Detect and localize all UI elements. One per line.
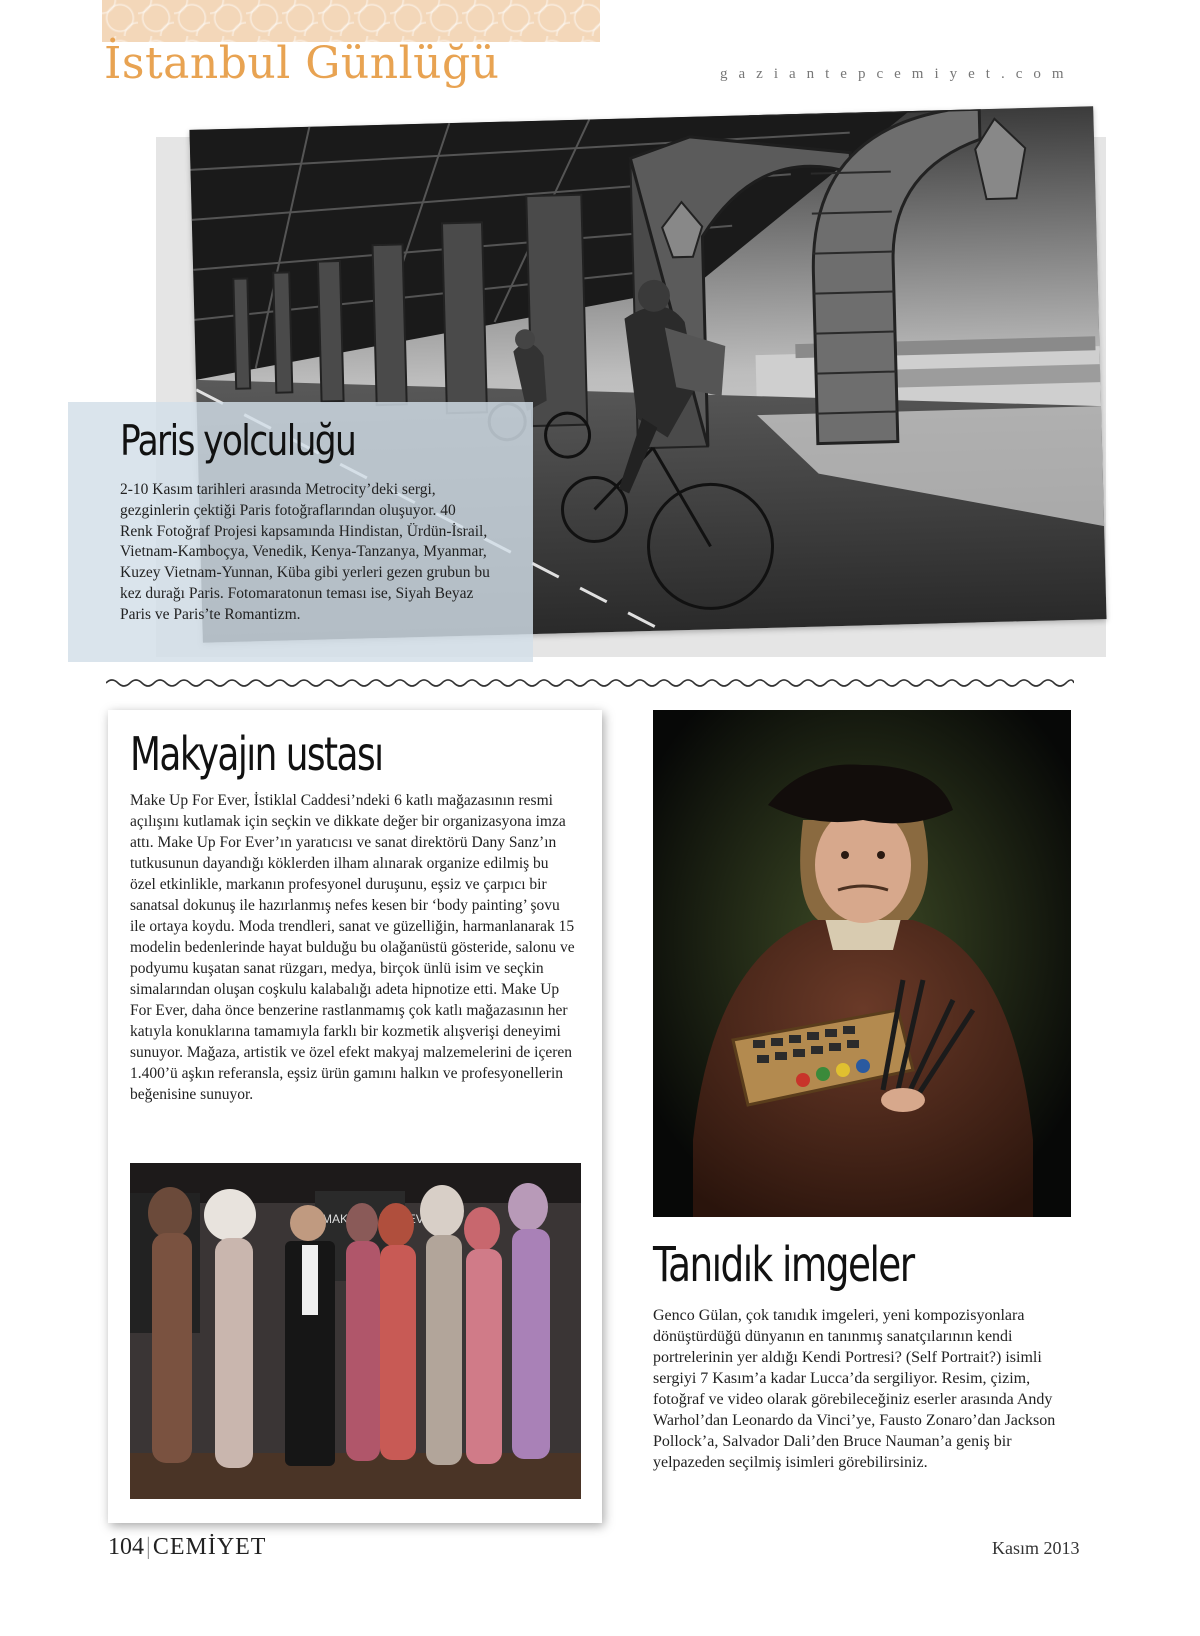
wavy-divider bbox=[106, 676, 1074, 690]
magazine-name: CEMİYET bbox=[152, 1534, 267, 1560]
self-portrait-artwork bbox=[653, 710, 1071, 1217]
paris-heading: Paris yolculuğu bbox=[120, 416, 356, 465]
paris-body-text: 2-10 Kasım tarihleri arasında Metrocity’deki sergi, gezginlerin çektiği Paris fotoğraflarından oluşuyor. 40 Renk Fotoğraf Projesi kapsamında Hindistan, Ürdün-İsrail, Vietnam-Kamboçya, Venedik, Kenya-Tanzanya, Myanmar, Kuzey Vietnam-Yunnan, Küba gibi yerleri gezen grubun bu kez durağı Paris. Fotomaratonun teması ise, Siyah Beyaz Paris ve Paris’te Romantizm. bbox=[120, 481, 490, 623]
header-ornament-pattern bbox=[102, 0, 600, 42]
body-painting-photo bbox=[130, 1163, 581, 1499]
site-url: gaziantepcemiyet.com bbox=[720, 66, 1075, 82]
tanidik-heading: Tanıdık imgeler bbox=[653, 1237, 914, 1293]
backdrop-banner-text: MAKE bbox=[322, 1212, 357, 1226]
tanidik-body-text: Genco Gülan, çok tanıdık imgeleri, yeni kompozisyonlara dönüştürdüğü dünyanın en tanınmış sanatçılarının kendi portrelerinin yer aldığı Kendi Portresi? (Self Portrait?) isimli sergiyi 7 Kasım’a kadar Lucca’da sergiliyor. Resim, çizim, fotoğraf ve video olarak görebileceğiniz eserler arasında Andy Warhol’dan Leonardo da Vinci’ye, Fausto Zonaro’dan Jackson Pollock’a, Salvador Dali’den Bruce Nauman’a geniş bir yelpazeden seçilmiş isimleri görebilirsiniz. bbox=[653, 1307, 1056, 1471]
issue-date: Kasım 2013 bbox=[992, 1538, 1080, 1558]
section-title: İstanbul Günlüğü bbox=[104, 38, 500, 89]
page-number: 104 bbox=[108, 1534, 144, 1560]
makyaj-heading: Makyajın ustası bbox=[130, 727, 383, 781]
footer-page-label bbox=[108, 1534, 266, 1561]
makyaj-body-text: Make Up For Ever, İstiklal Caddesi’ndeki 6 katlı mağazasının resmi açılışını kutlamak için seçkin ve dikkate değer bir organizasyona imza attı. Make Up For Ever’ın yaratıcısı ve sanat direktörü Dany Sanz’ın tutkusunun dayandığı köklerden ilham alınarak organize edilmiş bu özel etkinlikle, markanın profesyonel duruşunu, eşsiz ve çarpıcı bir sanatsal dokunuş ile hazırlanmış nefes kesen bir ‘body painting’ şovu ile ortaya koydu. Moda trendleri, sanat ve güzelliğin, harmanlanarak 15 modelin bedenlerinde hayat bulduğu bu olağanüstü gösteride, salonu ve podyumu kuşatan sanat rüzgarı, medya, birçok ünlü isim ve seçkin simalarından oluşan coşkulu kalabalığı adeta hipnotize etti. Make Up For Ever, daha önce benzerine rastlanmamış çok katlı mağazasının her katıyla konuklarına tamamıyla farklı bir kozmetik alışverişi deneyimi sunuyor. Mağaza, artistik ve özel efekt makyaj malzemelerini de içeren 1.400’ü aşkın referansla, eşsiz ürün gamını halkın ve profesyonellerin beğenisine sunuyor. bbox=[130, 792, 575, 1103]
footer-separator: | bbox=[146, 1534, 151, 1560]
